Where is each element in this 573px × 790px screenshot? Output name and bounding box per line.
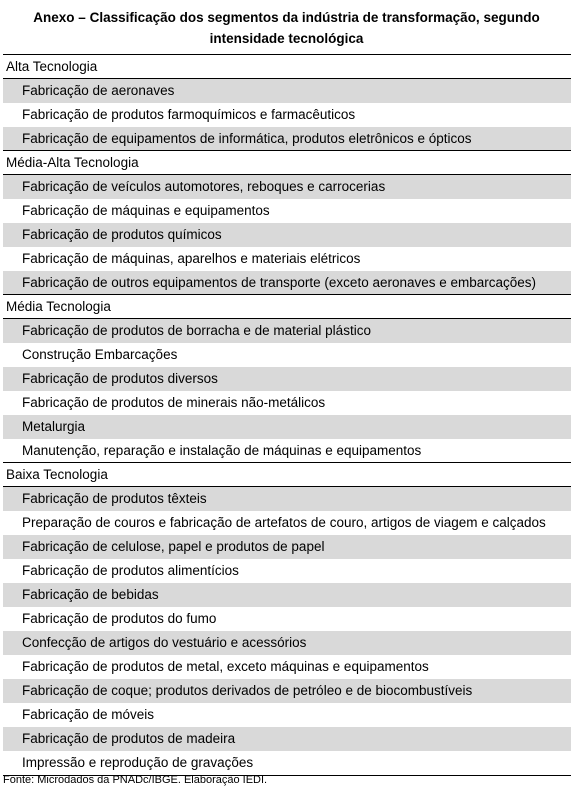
table-row: Fabricação de produtos de metal, exceto máquinas e equipamentos (22, 659, 429, 674)
table-row: Fabricação de produtos químicos (3, 223, 571, 247)
table-row: Fabricação de máquinas, aparelhos e materiais elétricos (22, 251, 361, 266)
table-row: Fabricação de produtos têxteis (3, 487, 571, 511)
table-row: Fabricação de produtos alimentícios (22, 563, 239, 578)
category-row: Baixa Tecnologia (3, 463, 571, 487)
table-row: Fabricação de máquinas e equipamentos (22, 203, 270, 218)
category-row: Média Tecnologia (3, 295, 571, 319)
table-row: Fabricação de produtos diversos (3, 367, 571, 391)
table-row: Fabricação de aeronaves (3, 79, 571, 103)
table-row: Fabricação de celulose, papel e produtos de papel (3, 535, 571, 559)
category-row: Média-Alta Tecnologia (3, 151, 571, 175)
table-row: Fabricação de veículos automotores, reboques e carrocerias (3, 175, 571, 199)
table-row: Fabricação de produtos do fumo (22, 611, 217, 626)
table-title (0, 7, 573, 49)
table-row: Fabricação de outros equipamentos de transporte (exceto aeronaves e embarcações) (3, 271, 571, 295)
category-row: Alta Tecnologia (3, 55, 571, 79)
table-row: Preparação de couros e fabricação de artefatos de couro, artigos de viagem e calçados (22, 515, 546, 530)
table-row: Fabricação de bebidas (3, 583, 571, 607)
table-row: Construção Embarcações (22, 347, 178, 362)
table-row: Fabricação de produtos farmoquímicos e farmacêuticos (22, 107, 356, 122)
table-row: Confecção de artigos do vestuário e acessórios (3, 631, 571, 655)
table-row: Metalurgia (3, 415, 571, 439)
table-row: Fabricação de produtos de borracha e de material plástico (3, 319, 571, 343)
table-row: Fabricação de produtos de minerais não-metálicos (22, 395, 326, 410)
table-row: Fabricação de móveis (22, 707, 155, 722)
table-row: Impressão e reprodução de gravações (22, 755, 254, 770)
classification-table (3, 54, 571, 776)
table-row: Fabricação de equipamentos de informática, produtos eletrônicos e ópticos (3, 127, 571, 151)
table-row: Fabricação de coque; produtos derivados de petróleo e de biocombustíveis (3, 679, 571, 703)
table-row: Manutenção, reparação e instalação de máquinas e equipamentos (3, 439, 571, 463)
title-line-1: Anexo – Classificação dos segmentos da indústria de transformação, segundo (33, 10, 540, 25)
source-note: Fonte: Microdados da PNADc/IBGE. Elaboração IEDI. (3, 774, 268, 786)
table-row: Fabricação de produtos de madeira (3, 727, 571, 751)
title-line-2: intensidade tecnológica (209, 31, 364, 46)
